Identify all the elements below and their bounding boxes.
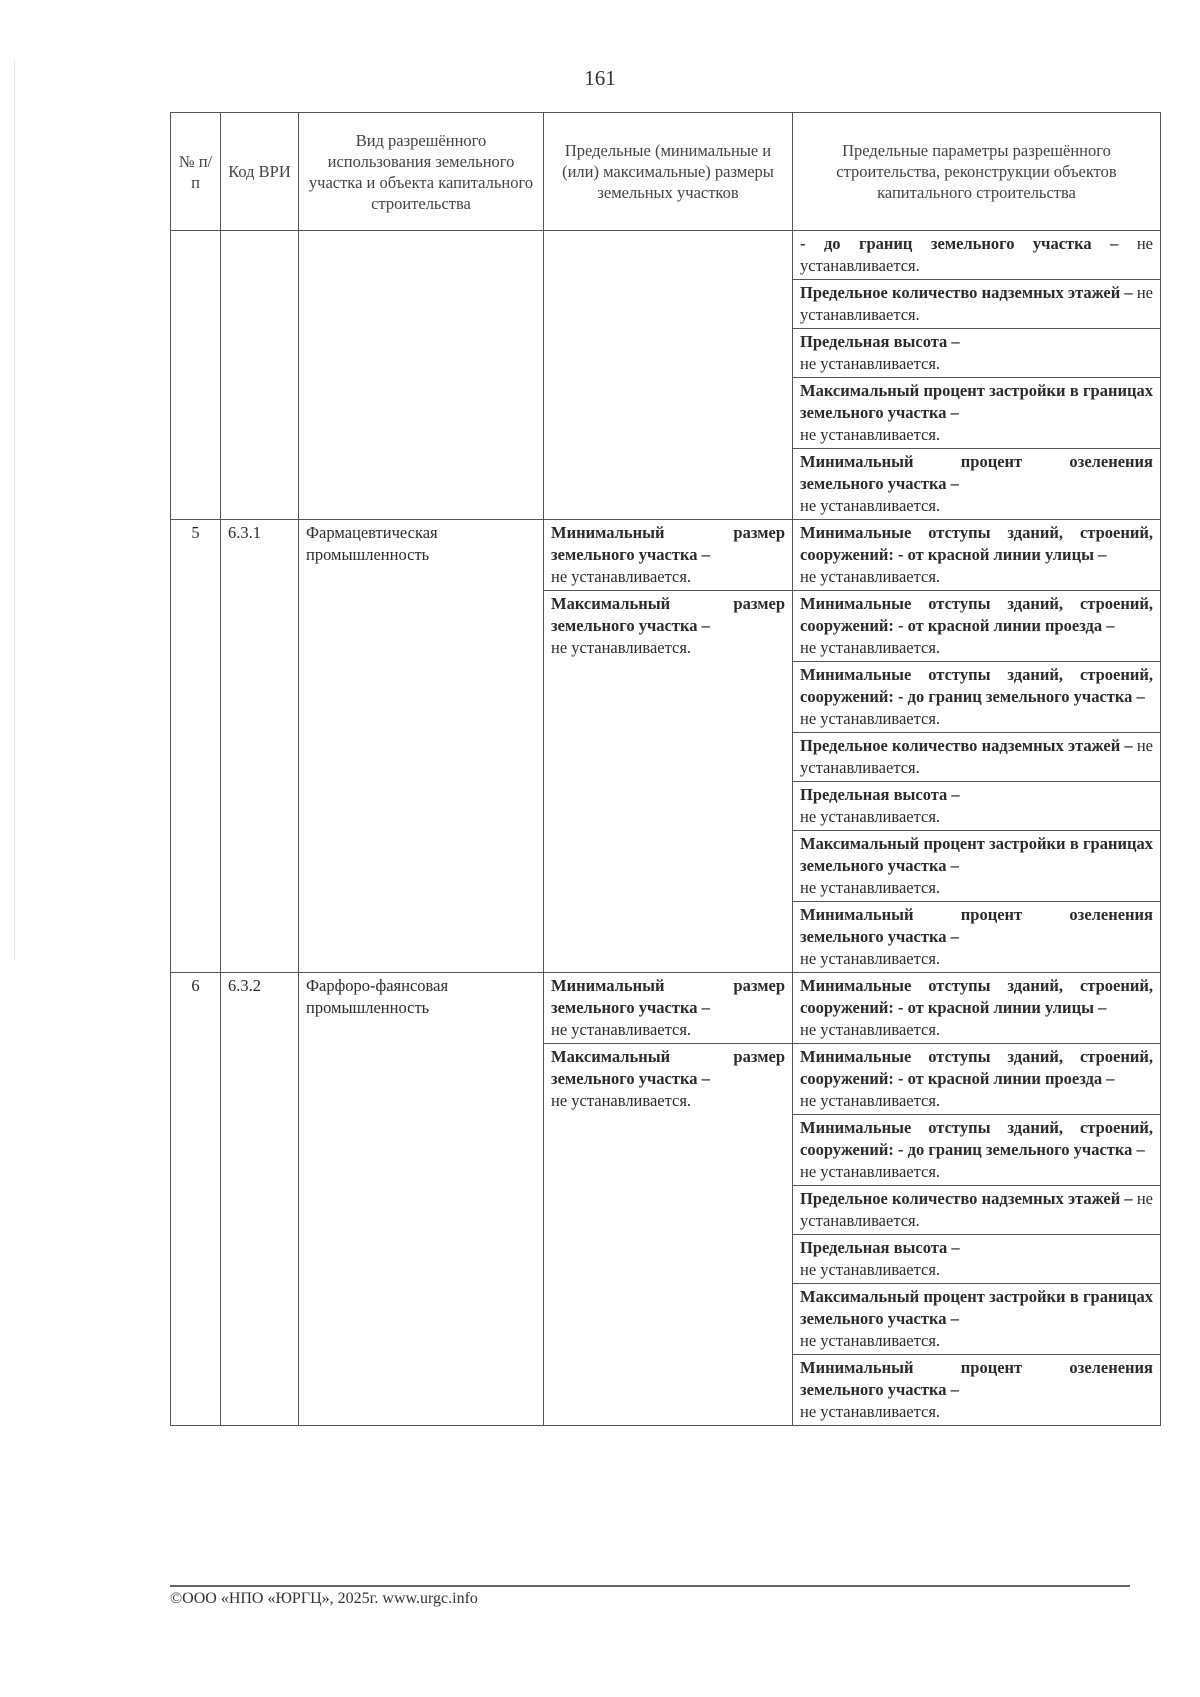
param-cell: [793, 1115, 1161, 1186]
param-normal: не устанавливается.: [800, 949, 941, 968]
table-row: [171, 973, 1161, 1044]
param-bold: Предельное количество надземных этажей –: [800, 1189, 1133, 1208]
param-normal: не устанавливается.: [800, 567, 941, 586]
size-normal: не устанавливается.: [551, 638, 692, 657]
param-normal: не устанавливается.: [800, 709, 941, 728]
size-bold: Максимальный размер земельного участка –: [551, 594, 785, 635]
param-bold: Минимальные отступы зданий, строений, сооружений: - до границ земельного участка –: [800, 1118, 1153, 1159]
param-bold: Минимальный процент озеленения земельного участка –: [800, 905, 1153, 946]
param-cell: [793, 831, 1161, 902]
param-cell: [793, 902, 1161, 973]
header-number: № п/п: [171, 113, 221, 231]
row-use-name: Фармацевтическая промышленность: [299, 520, 544, 973]
param-normal: не устанавливается.: [800, 1091, 941, 1110]
param-normal: не устанавливается.: [800, 496, 941, 515]
param-cell: [793, 1284, 1161, 1355]
page-number: 161: [584, 66, 616, 90]
size-cell: [544, 591, 793, 973]
param-cell: [793, 329, 1161, 378]
param-cell: [793, 378, 1161, 449]
param-cell: [793, 520, 1161, 591]
row-code: 6.3.1: [221, 520, 299, 973]
row-number: 6: [171, 973, 221, 1426]
size-cell: [544, 973, 793, 1044]
param-normal: не устанавливается.: [800, 1331, 941, 1350]
row-use-name: Фарфоро-фаянсовая промышленность: [299, 973, 544, 1426]
table-row: [171, 520, 1161, 591]
param-cell: [793, 231, 1161, 280]
size-normal: не устанавливается.: [551, 567, 692, 586]
param-bold: Минимальные отступы зданий, строений, сооружений: - от красной линии улицы –: [800, 976, 1153, 1017]
table-row: [171, 231, 1161, 280]
param-cell: [793, 449, 1161, 520]
param-normal: не устанавливается.: [800, 736, 1153, 777]
param-bold: - до границ земельного участка –: [800, 234, 1119, 253]
param-bold: Минимальные отступы зданий, строений, сооружений: - до границ земельного участка –: [800, 665, 1153, 706]
size-normal: не устанавливается.: [551, 1020, 692, 1039]
size-normal: не устанавливается.: [551, 1091, 692, 1110]
param-bold: Минимальные отступы зданий, строений, сооружений: - от красной линии улицы –: [800, 523, 1153, 564]
param-normal: не устанавливается.: [800, 1189, 1153, 1230]
cont-size-cell: [544, 231, 793, 520]
param-normal: не устанавливается.: [800, 234, 1153, 275]
param-normal: не устанавливается.: [800, 354, 941, 373]
param-bold: Предельное количество надземных этажей –: [800, 283, 1133, 302]
header-construction-params: Предельные параметры разрешённого строительства, реконструкции объектов капитального строительства: [793, 113, 1161, 231]
param-cell: [793, 662, 1161, 733]
cont-name-cell: [299, 231, 544, 520]
param-normal: не устанавливается.: [800, 638, 941, 657]
param-bold: Максимальный процент застройки в границах земельного участка –: [800, 834, 1153, 875]
size-cell: [544, 520, 793, 591]
param-normal: не устанавливается.: [800, 283, 1153, 324]
param-normal: не устанавливается.: [800, 425, 941, 444]
param-normal: не устанавливается.: [800, 1162, 941, 1181]
param-bold: Минимальные отступы зданий, строений, сооружений: - от красной линии проезда –: [800, 1047, 1153, 1088]
param-cell: [793, 280, 1161, 329]
header-code: Код ВРИ: [221, 113, 299, 231]
footer-divider: [170, 1585, 1130, 1587]
param-cell: [793, 973, 1161, 1044]
scan-margin-line: [14, 60, 15, 960]
param-bold: Предельная высота –: [800, 785, 960, 804]
param-bold: Максимальный процент застройки в границах земельного участка –: [800, 1287, 1153, 1328]
param-bold: Предельная высота –: [800, 1238, 960, 1257]
size-bold: Максимальный размер земельного участка –: [551, 1047, 785, 1088]
footer-copyright: ©ООО «НПО «ЮРГЦ», 2025г. www.urgc.info: [170, 1590, 478, 1607]
param-cell: [793, 1355, 1161, 1426]
param-bold: Минимальный процент озеленения земельного участка –: [800, 1358, 1153, 1399]
param-normal: не устанавливается.: [800, 1402, 941, 1421]
row-code: 6.3.2: [221, 973, 299, 1426]
header-plot-sizes: Предельные (минимальные и (или) максимальные) размеры земельных участков: [544, 113, 793, 231]
param-cell: [793, 1235, 1161, 1284]
header-use-type: Вид разрешённого использования земельного участка и объекта капитального строительства: [299, 113, 544, 231]
cont-num-cell: [171, 231, 221, 520]
param-bold: Максимальный процент застройки в границах земельного участка –: [800, 381, 1153, 422]
param-normal: не устанавливается.: [800, 807, 941, 826]
param-bold: Предельное количество надземных этажей –: [800, 736, 1133, 755]
size-cell: [544, 1044, 793, 1426]
param-cell: [793, 1044, 1161, 1115]
param-bold: Минимальный процент озеленения земельного участка –: [800, 452, 1153, 493]
param-bold: Предельная высота –: [800, 332, 960, 351]
zoning-table: [170, 112, 1161, 1426]
param-cell: [793, 591, 1161, 662]
param-bold: Минимальные отступы зданий, строений, сооружений: - от красной линии проезда –: [800, 594, 1153, 635]
table-header-row: [171, 113, 1161, 231]
param-cell: [793, 782, 1161, 831]
param-cell: [793, 733, 1161, 782]
param-normal: не устанавливается.: [800, 1260, 941, 1279]
size-bold: Минимальный размер земельного участка –: [551, 523, 785, 564]
param-normal: не устанавливается.: [800, 878, 941, 897]
param-cell: [793, 1186, 1161, 1235]
row-number: 5: [171, 520, 221, 973]
size-bold: Минимальный размер земельного участка –: [551, 976, 785, 1017]
cont-code-cell: [221, 231, 299, 520]
param-normal: не устанавливается.: [800, 1020, 941, 1039]
